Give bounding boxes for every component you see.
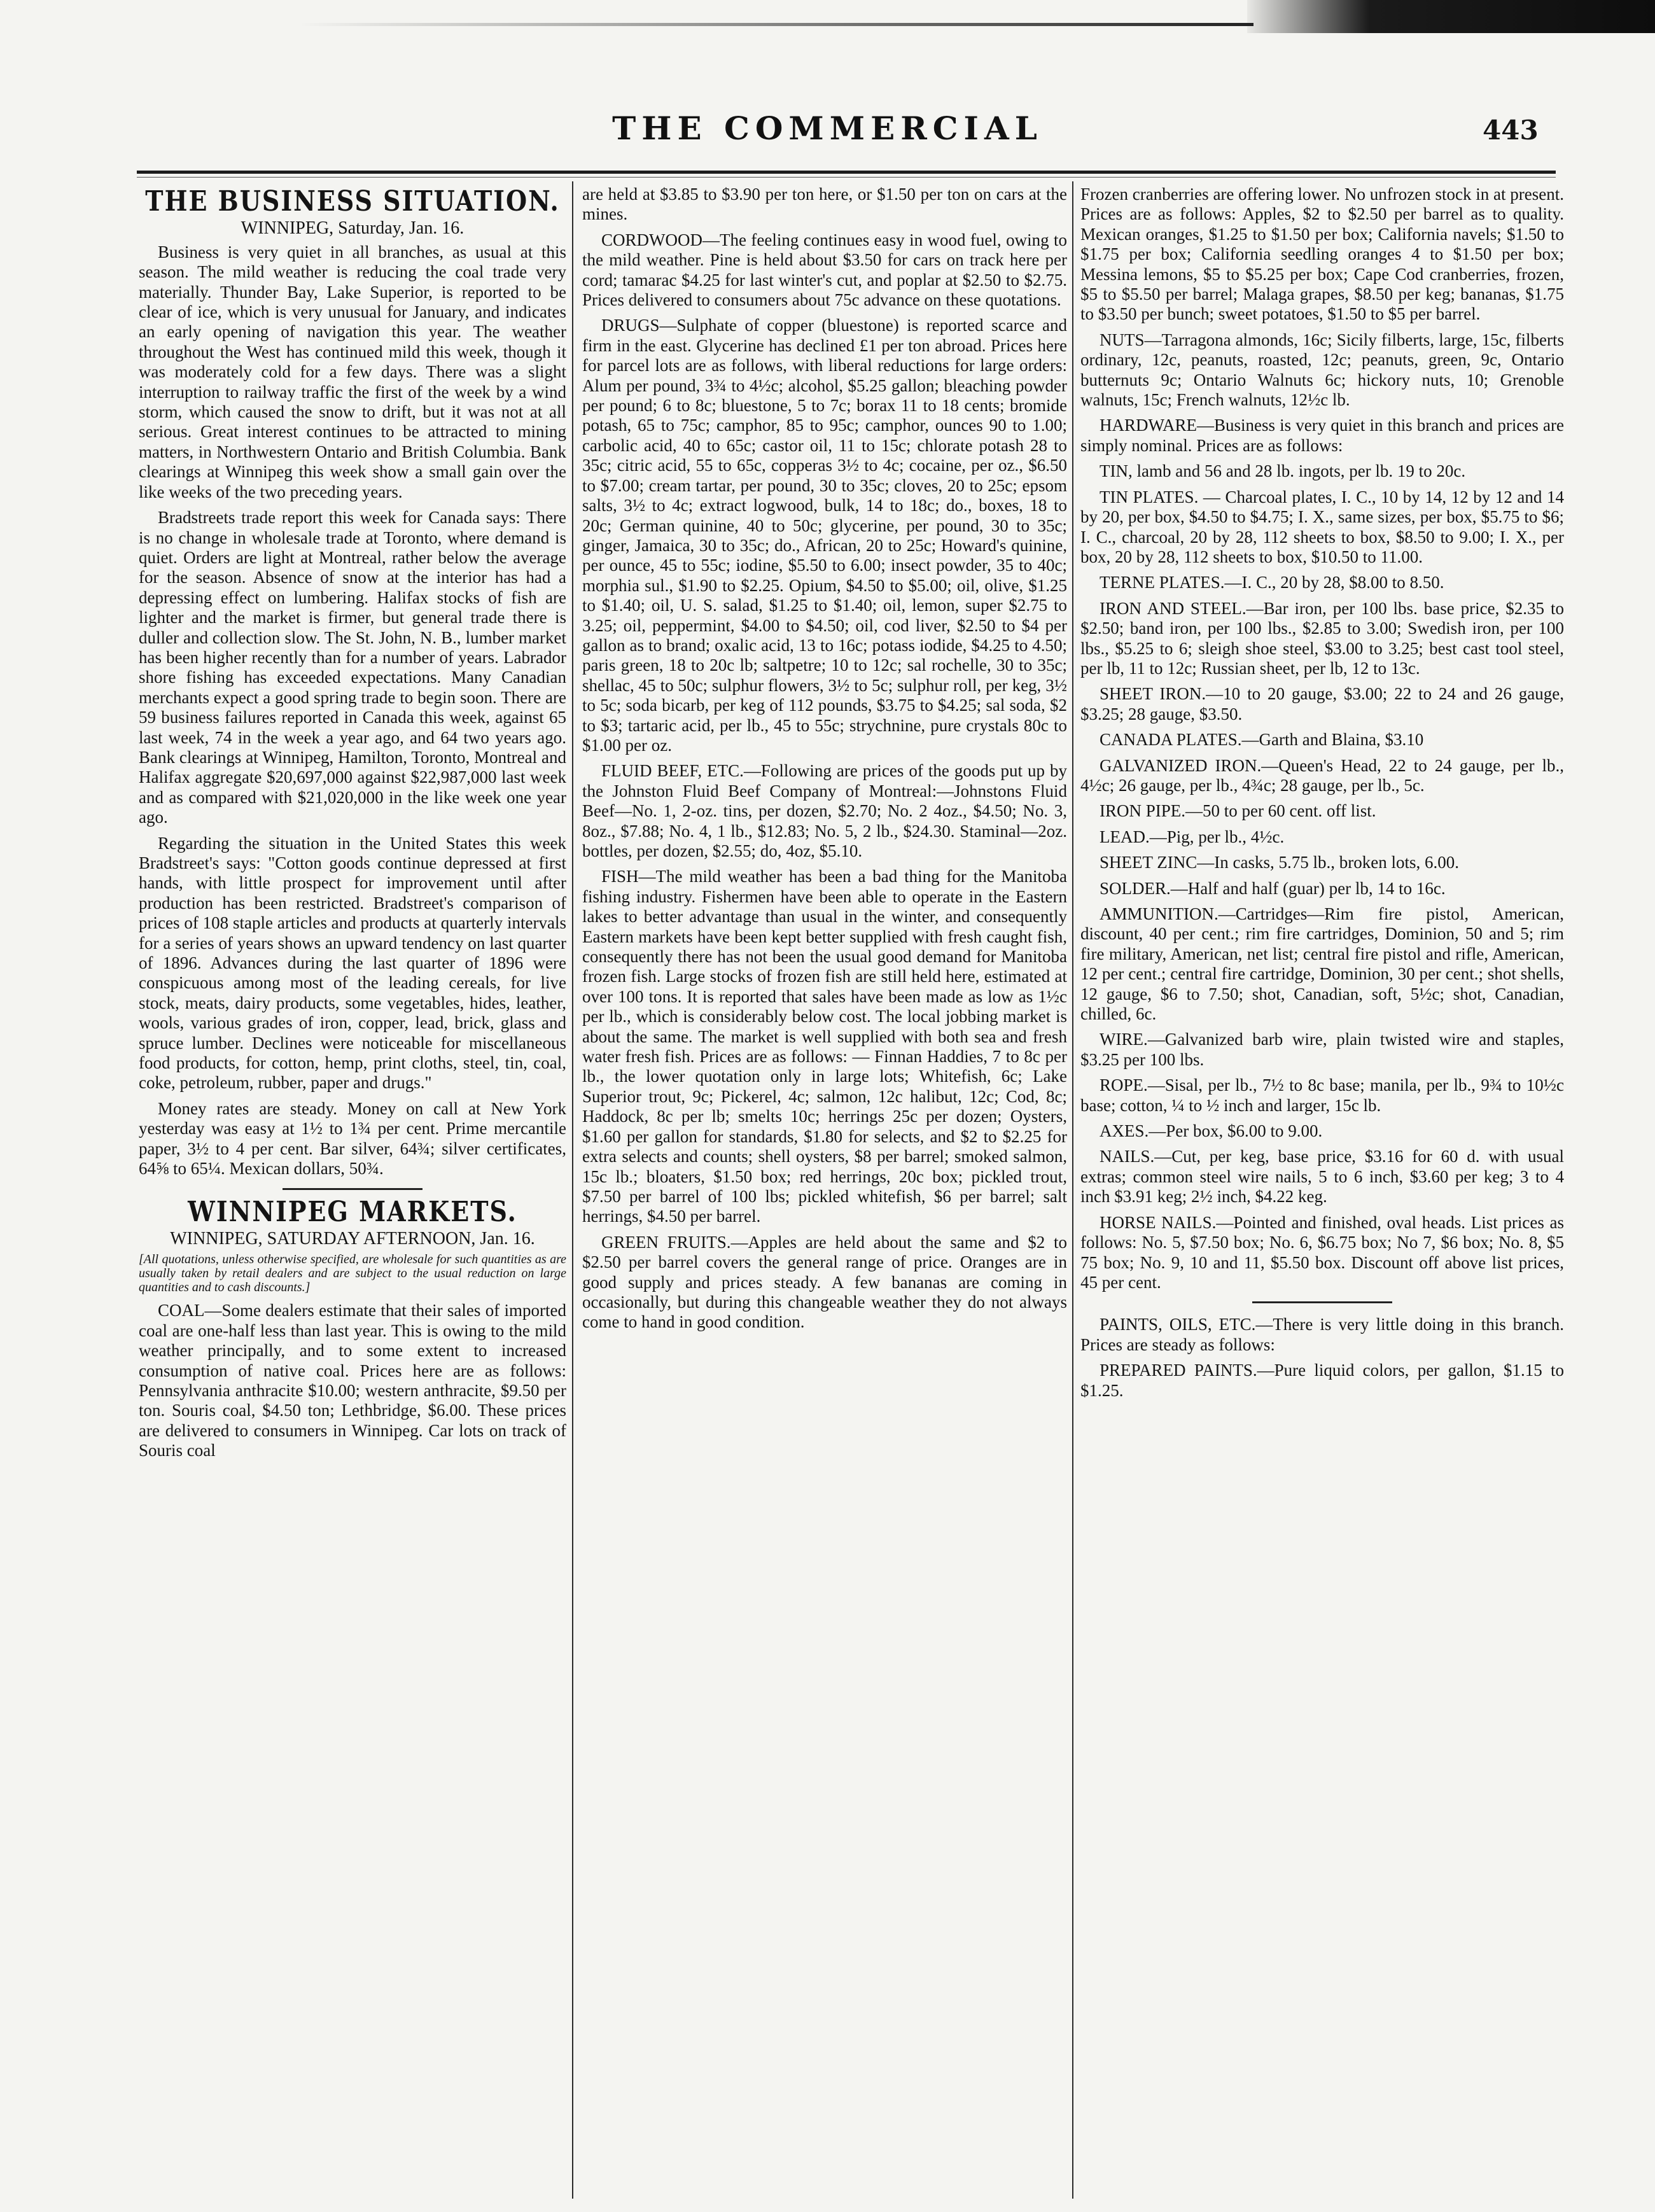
market-paragraph-sheet-iron: SHEET IRON.—10 to 20 gauge, $3.00; 22 to 24 and 26 gauge, $3.25; 28 gauge, $3.50. bbox=[1080, 684, 1564, 724]
market-paragraph-solder: SOLDER.—Half and half (guar) per lb, 14 to 16c. bbox=[1100, 878, 1446, 898]
market-paragraph-tin: TIN, lamb and 56 and 28 lb. ingots, per lb. 19 to 20c. bbox=[1100, 461, 1466, 481]
header-rule-thin bbox=[137, 177, 1556, 178]
market-paragraph-green-fruits: GREEN FRUITS.—Apples are held about the same and $2 to $2.50 per barrel covers the general range of price. Oranges are in good supply and prices steady. A few bananas are coming in occasionally, but during this changeable weather they do not always come to hand in good condition. bbox=[582, 1232, 1067, 1332]
market-paragraph-coal: COAL—Some dealers estimate that their sales of imported coal are one-half less than last year. This is owing to the mild weather principally, and to some extent to increased consumption of native coal. Prices here are as follows: Pennsylvania anthracite $10.00; western anthracite, $9.50 per ton. Souris coal, $4.50 ton; Lethbridge, $6.00. These prices are delivered to consumers in Winnipeg. Car lots on track of Souris coal bbox=[139, 1301, 566, 1460]
header-ink-line bbox=[299, 23, 1253, 26]
market-paragraph-wire: WIRE.—Galvanized barb wire, plain twisted wire and staples, $3.25 per 100 lbs. bbox=[1080, 1030, 1564, 1069]
section-rule bbox=[283, 1188, 422, 1190]
market-paragraph: are held at $3.85 to $3.90 per ton here, or $1.50 per ton on cars at the mines. bbox=[582, 185, 1067, 224]
market-paragraph-iron-pipe: IRON PIPE.—50 to per 60 cent. off list. bbox=[1100, 801, 1376, 821]
headline-winnipeg-markets: WINNIPEG MARKETS. bbox=[188, 1194, 517, 1228]
market-paragraph-axes: AXES.—Per box, $6.00 to 9.00. bbox=[1100, 1121, 1323, 1141]
market-paragraph-drugs: DRUGS—Sulphate of copper (bluestone) is reported scarce and firm in the east. Glycerine has declined £1 per ton abroad. Prices here for parcel lots are as follows, with liberal reductions for large orders: Alum per pound, 3¾ to 4½c; alcohol, $5.25 gallon; bleaching powder per pound; 6 to 8c; bluestone, 5 to 7c; borax 11 to 18 cents; bromide potash, 65 to 75c; camphor, 85 to 95c; camphor, ounces 90 to 1.00; carbolic acid, 40 to 65c; castor oil, 11 to 15c; chlorate potash 28 to 35c; citric acid, 55 to 65c, copperas 3½ to 4c; cocaine, per oz., $6.50 to $7.00; cream tartar, per pound, 30 to 35c; cloves, 20 to 25c; epsom salts, 3½ to 4c; extract logwood, bulk, 14 to 18c; do., boxes, 18 to 20c; German quinine, 40 to 50c; glycerine, per pound, 30 to 35c; ginger, Jamaica, 30 to 35c; do., African, 20 to 25c; Howard's quinine, per ounce, 45 to 55c; iodine, $5.50 to 6.00; insect powder, 35 to 40c; morphia sul., $1.90 to $2.25. Opium, $4.50 to $5.00; oil, olive, $1.25 to $1.40; oil, U. S. salad, $1.25 to $1.40; oil, lemon, super $2.75 to 3.25; oil, peppermint, $4.00 to $4.50; oil, cod liver, $2.50 to $4 per gallon as to brand; oxalic acid, 13 to 16c; potass iodide, $4.25 to 4.50; paris green, 18 to 20c lb; saltpetre; 10 to 12c; sal rochelle, 30 to 35c; shellac, 45 to 50c; sulphur flowers, 3½ to 5c; sulphur roll, per keg, 3½ to 5c; soda bicarb, per keg of 112 pounds, $3.75 to $4.25; sal soda, $2 to $3; tartaric acid, per lb., 45 to 55c; strychnine, pure crystals 80c to $1.00 per oz. bbox=[582, 316, 1067, 755]
market-paragraph-fluid-beef: FLUID BEEF, ETC.—Following are prices of the goods put up by the Johnston Fluid Beef Company of Montreal:—Johnstons Fluid Beef—No. 1, 2-oz. tins, per dozen, $2.70; No. 2 4oz., $4.50; No. 3, 8oz., $7.88; No. 4, 1 lb., $12.83; No. 5, 2 lb., $24.30. Staminal—2oz. bottles, per dozen, $2.55; do, 4oz, $5.10. bbox=[582, 761, 1067, 860]
article-paragraph: Bradstreets trade report this week for Canada says: There is no change in wholesale trade at Toronto, where demand is quiet. Orders are light at Montreal, rather below the average for the season. Absence of snow at the interior has had a depressing effect on lumbering. Halifax stocks of fish are lighter and the market is firmer, but general trade there is duller and collection slow. The St. John, N. B., lumber market has been higher recently than for a number of years. Labrador shore fishing has exceeded expectations. Many Canadian merchants expect a good spring trade to begin soon. There are 59 business failures reported in Canada this week, against 65 last week, 74 in the week a year ago, and 64 two years ago. Bank clearings at Winnipeg, Hamilton, Toronto, Montreal and Halifax aggregate $20,697,000 against $22,987,000 last week and as compared with $21,020,000 in the like week one year ago. bbox=[139, 508, 566, 827]
column-divider-1 bbox=[572, 181, 573, 2199]
section-rule bbox=[1252, 1301, 1392, 1303]
column-2 bbox=[582, 185, 1067, 1338]
page-number: 443 bbox=[1483, 115, 1539, 146]
market-paragraph-sheet-zinc: SHEET ZINC—In casks, 5.75 lb., broken lots, 6.00. bbox=[1100, 853, 1459, 872]
dateline: WINNIPEG, Saturday, Jan. 16. bbox=[241, 218, 464, 239]
quotations-note: [All quotations, unless otherwise specified, are wholesale for such quantities as are usually taken by retail dealers and are subject to the usual reduction on large quantities and to cash discounts.] bbox=[139, 1252, 566, 1295]
market-paragraph-cordwood: CORDWOOD—The feeling continues easy in wood fuel, owing to the mild weather. Pine is held about $3.50 for cars on track here per cord; tamarac $4.25 for last winter's cut, and poplar at $2.50 to $2.75. Prices delivered to consumers about 75c advance on these quotations. bbox=[582, 230, 1067, 310]
market-paragraph-tin-plates: TIN PLATES. — Charcoal plates, I. C., 10 by 14, 12 by 12 and 14 by 20, per box, $4.50 to $4.75; I. X., same sizes, per box, $5.75 to $6; I. C., charcoal, 20 by 28, 112 sheets to box, $8.50 to 9.00; I. X., per box, 20 by 28, 112 sheets to box, $10.50 to 11.00. bbox=[1080, 487, 1564, 566]
market-paragraph-horse-nails: HORSE NAILS.—Pointed and finished, oval heads. List prices as follows: No. 5, $7.50 box; No. 6, $6.75 box; No 7, $6 box; No. 8, $5 75 box; No. 9, 10 and 11, $5.50 box. Discount off above list prices, 45 per cent. bbox=[1080, 1212, 1564, 1292]
column-divider-2 bbox=[1072, 181, 1073, 2199]
market-paragraph-nails: NAILS.—Cut, per keg, base price, $3.16 for 60 d. with usual extras; common steel wire nails, 5 to 6 inch, $3.60 per keg; 3 to 4 inch $3.91 keg; 2½ inch, $4.22 keg. bbox=[1080, 1147, 1564, 1207]
header-rule bbox=[137, 171, 1556, 174]
market-paragraph-terne-plates: TERNE PLATES.—I. C., 20 by 28, $8.00 to 8.50. bbox=[1100, 573, 1444, 592]
market-paragraph-lead: LEAD.—Pig, per lb., 4½c. bbox=[1100, 827, 1285, 846]
market-paragraph-fish: FISH—The mild weather has been a bad thing for the Manitoba fishing industry. Fishermen have been able to operate in the Eastern lakes to better advantage than usual in the winter, and consequently Eastern markets have been kept better supplied with fresh caught fish, consequently there has not been the usual good demand for Manitoba frozen fish. Large stocks of frozen fish are still held here, estimated at over 100 tons. It is reported that sales have been made as low as 1½c per lb., which is considerably below cost. The local jobbing market is about the same. The market is well supplied with both sea and fresh water fresh fish. Prices are as follows: — Finnan Haddies, 7 to 8c per lb., the lower quotation only in large lots; Whitefish, 6c; Lake Superior trout, 9c; Pickerel, 4c; salmon, 12c halibut, 12c; Cod, 8c; Haddock, 8c per lb; smelts 10c; herrings 25c per dozen; Oysters, $1.60 per gallon for standards, $1.80 for selects, and $2 to $2.25 for extra selects and counts; shell oysters, $8 per barrel; smoked salmon, 15c lb.; bloaters, $1.50 box; red herrings, 20c box; pickled trout, $7.50 per barrel of 100 lbs; pickled whitefish, $6 per barrel; salt herrings, $4.50 per barrel. bbox=[582, 867, 1067, 1226]
market-paragraph-canada-plates: CANADA PLATES.—Garth and Blaina, $3.10 bbox=[1100, 730, 1424, 750]
masthead: THE COMMERCIAL bbox=[612, 109, 1043, 147]
market-paragraph-ammunition: AMMUNITION.—Cartridges—Rim fire pistol, American, discount, 40 per cent.; rim fire cartridges, Dominion, 50 and 5; rim fire military, American, net list; central fire pistol and rifle, American, 12 per cent.; central fire cartridge, Dominion, 30 per cent.; shot shells, 12 gauge, $6 to 7.50; shot, Canadian, soft, 5½c; shot, Canadian, chilled, 6c. bbox=[1080, 904, 1564, 1024]
market-paragraph-nuts: NUTS—Tarragona almonds, 16c; Sicily filberts, large, 15c, filberts ordinary, 12c, peanuts, roasted, 12c; peanuts, green, 9c, Ontario butternuts 9c; Ontario Walnuts 6c; hickory nuts, 10; Grenoble walnuts, 15c; French walnuts, 12½c lb. bbox=[1080, 330, 1564, 410]
header-ink-bar bbox=[1247, 0, 1655, 33]
market-paragraph-hardware: HARDWARE—Business is very quiet in this branch and prices are simply nominal. Prices are as follows: bbox=[1080, 416, 1564, 455]
column-3 bbox=[1080, 185, 1564, 1406]
article-paragraph: Regarding the situation in the United States this week Bradstreet's says: "Cotton goods continue depressed at first hands, with little prospect for improvement until after production has been restricted. Bradstreet's comparison of prices of 108 staple articles and products at quarterly intervals for a series of years shows an upward tendency on last quarter of 1896. Advances during the last quarter of 1896 were conspicuous among most of the leading cereals, for live stock, meats, dairy products, some vegetables, hides, leather, wools, various grades of iron, copper, lead, brick, glass and spruce lumber. Declines were noticeable for miscellaneous food products, for cotton, hemp, print cloths, steel, tin, coal, coke, petroleum, rubber, paper and drugs." bbox=[139, 833, 566, 1093]
market-paragraph-iron-steel: IRON AND STEEL.—Bar iron, per 100 lbs. base price, $2.35 to $2.50; band iron, per 100 lbs., $2.85 to 3.00; Swedish iron, per 100 lbs., $5.25 to 6; sleigh shoe steel, $3.00 to 3.25; best cast tool steel, per lb, 11 to 12c; Russian sheet, per lb, 12 to 13c. bbox=[1080, 598, 1564, 678]
column-1 bbox=[139, 185, 566, 1467]
market-paragraph-rope: ROPE.—Sisal, per lb., 7½ to 8c base; manila, per lb., 9¾ to 10½c base; cotton, ¼ to ½ inch and larger, 15c lb. bbox=[1080, 1075, 1564, 1115]
market-paragraph-paints: PAINTS, OILS, ETC.—There is very little doing in this branch. Prices are steady as follows: bbox=[1080, 1315, 1564, 1354]
market-paragraph: Frozen cranberries are offering lower. No unfrozen stock in at present. Prices are as follows: Apples, $2 to $2.50 per barrel as to quality. Mexican oranges, $1.25 to $1.50 per box; California navels; $1.50 to $1.75 per box; California seedling oranges 4 to $1.50 per box; Messina lemons, $5 to $5.25 per box; Cape Cod cranberries, frozen, $5 to $5.50 per barrel; Malaga grapes, $8.50 per keg; bananas, $1.75 to $3.50 per bunch; sweet potatoes, $1.50 to $5 per barrel. bbox=[1080, 185, 1564, 324]
market-paragraph-galvanized-iron: GALVANIZED IRON.—Queen's Head, 22 to 24 gauge, per lb., 4½c; 26 gauge, per lb., 4¾c; 28 gauge, per lb., 5c. bbox=[1080, 755, 1564, 795]
headline-business-situation: THE BUSINESS SITUATION. bbox=[145, 184, 560, 218]
dateline: WINNIPEG, SATURDAY AFTERNOON, Jan. 16. bbox=[170, 1228, 535, 1249]
article-paragraph: Business is very quiet in all branches, as usual at this season. The mild weather is reducing the coal trade very materially. Thunder Bay, Lake Superior, is reported to be clear of ice, which is very unusual for January, and indicates an early opening of navigation this year. The weather throughout the West has continued mild this week, though it was moderately cold for a few days. There was a slight interruption to railway traffic the first of the week by a wind storm, which caused the snow to drift, but it was not at all serious. Great interest continues to be attracted to mining matters, in Northwestern Ontario and British Columbia. Bank clearings at Winnipeg this week show a small gain over the like weeks of the two preceding years. bbox=[139, 242, 566, 501]
market-paragraph-prepared-paints: PREPARED PAINTS.—Pure liquid colors, per gallon, $1.15 to $1.25. bbox=[1080, 1361, 1564, 1400]
article-paragraph: Money rates are steady. Money on call at New York yesterday was easy at 1½ to 1¾ per cent. Prime mercantile paper, 3½ to 4 per cent. Bar silver, 64¾; silver certificates, 64⅝ to 65¼. Mexican dollars, 50¾. bbox=[139, 1098, 566, 1179]
